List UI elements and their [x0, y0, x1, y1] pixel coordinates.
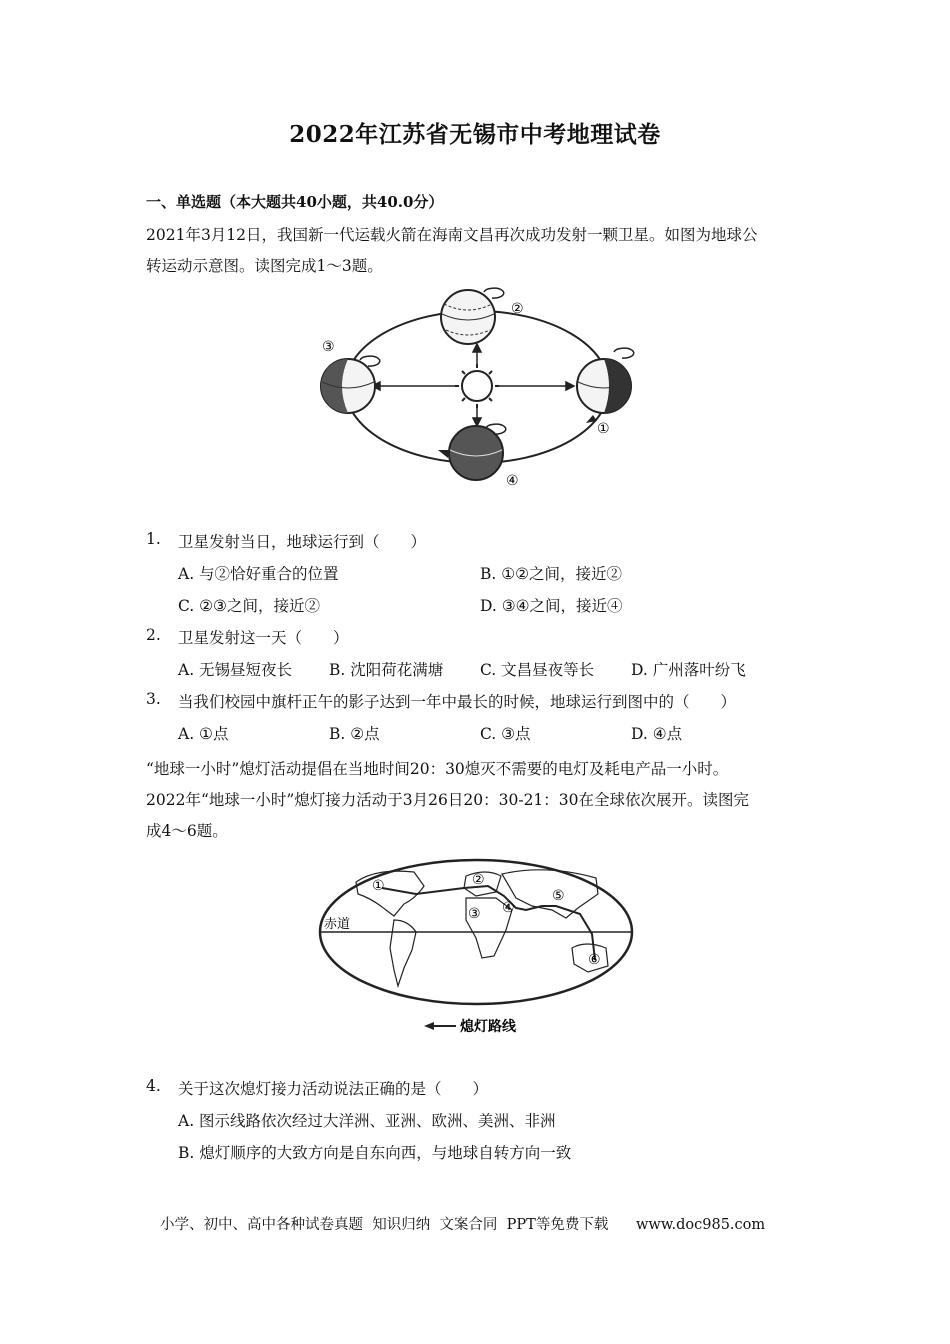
intro-paragraph-1 [146, 220, 818, 282]
legend-label: 熄灯路线 [460, 1019, 516, 1035]
option-b: B. ②点 [329, 725, 380, 743]
option-c: C. ③点 [480, 725, 531, 743]
intro2-line2: 2022年“地球一小时”熄灯接力活动于3月26日20：30-21：30在全球依次展开。读图完 [146, 791, 750, 809]
intro2-line1: “地球一小时”熄灯活动提倡在当地时间20：30熄灭不需要的电灯及耗电产品一小时。 [146, 760, 729, 778]
option-c: C. ②③之间，接近② [178, 597, 320, 615]
question-number: 1. [146, 530, 161, 548]
point-1: ① [372, 878, 385, 894]
intro1-line2: 转运动示意图。读图完成1～3题。 [146, 257, 383, 275]
intro-paragraph-2 [146, 754, 818, 847]
page-footer: 小学、初中、高中各种试卷真题 知识归纳 文案合同 PPT等免费下载 www.doc985.com [160, 1217, 766, 1233]
earth-position-3 [321, 356, 380, 413]
question-number: 4. [146, 1077, 161, 1095]
label-2: ② [511, 301, 524, 317]
point-5: ⑤ [552, 888, 565, 904]
option-b: B. ①②之间，接近② [480, 565, 623, 583]
question-stem: 当我们校园中旗杆正午的影子达到一年中最长的时候，地球运行到图中的（ ） [178, 693, 737, 711]
page-title: 2022年江苏省无锡市中考地理试卷 [289, 121, 661, 148]
question-number: 2. [146, 626, 161, 644]
earth-position-2 [441, 288, 504, 344]
question-number: 3. [146, 690, 161, 708]
option-b: B. 熄灯顺序的大致方向是自东向西，与地球自转方向一致 [178, 1144, 572, 1162]
question-stem: 卫星发射当日，地球运行到（ ） [178, 533, 427, 551]
label-1: ① [597, 421, 610, 437]
option-d: D. ③④之间，接近④ [480, 597, 623, 615]
option-a: A. ①点 [178, 725, 229, 743]
option-d: D. 广州落叶纷飞 [631, 661, 746, 679]
world-map-diagram [316, 858, 636, 1040]
option-c: C. 文昌昼夜等长 [480, 661, 595, 679]
point-2: ② [472, 872, 485, 888]
legend-arrowhead [424, 1022, 434, 1030]
earth-position-4 [449, 424, 506, 480]
option-a: A. 与②恰好重合的位置 [178, 565, 339, 583]
option-a: A. 图示线路依次经过大洋洲、亚洲、欧洲、美洲、非洲 [178, 1112, 556, 1130]
option-b: B. 沈阳荷花满塘 [329, 661, 444, 679]
label-4: ④ [506, 473, 519, 489]
earth-orbit-diagram [314, 282, 644, 492]
earth-position-1 [577, 348, 634, 413]
orbit-direction-arrow [438, 450, 450, 458]
equator-label: 赤道 [324, 917, 351, 932]
sun-icon [455, 364, 499, 408]
point-3: ③ [468, 906, 481, 922]
option-d: D. ④点 [631, 725, 683, 743]
question-stem: 卫星发射这一天（ ） [178, 629, 349, 647]
point-6: ⑥ [588, 952, 601, 968]
point-4: ④ [502, 900, 515, 916]
section-heading: 一、单选题（本大题共40小题，共40.0分） [146, 193, 444, 211]
intro2-line3: 成4～6题。 [146, 822, 228, 840]
question-stem: 关于这次熄灯接力活动说法正确的是（ ） [178, 1080, 489, 1098]
option-a: A. 无锡昼短夜长 [178, 661, 293, 679]
label-3: ③ [322, 339, 335, 355]
intro1-line1: 2021年3月12日，我国新一代运载火箭在海南文昌再次成功发射一颗卫星。如图为地球公 [146, 226, 758, 244]
